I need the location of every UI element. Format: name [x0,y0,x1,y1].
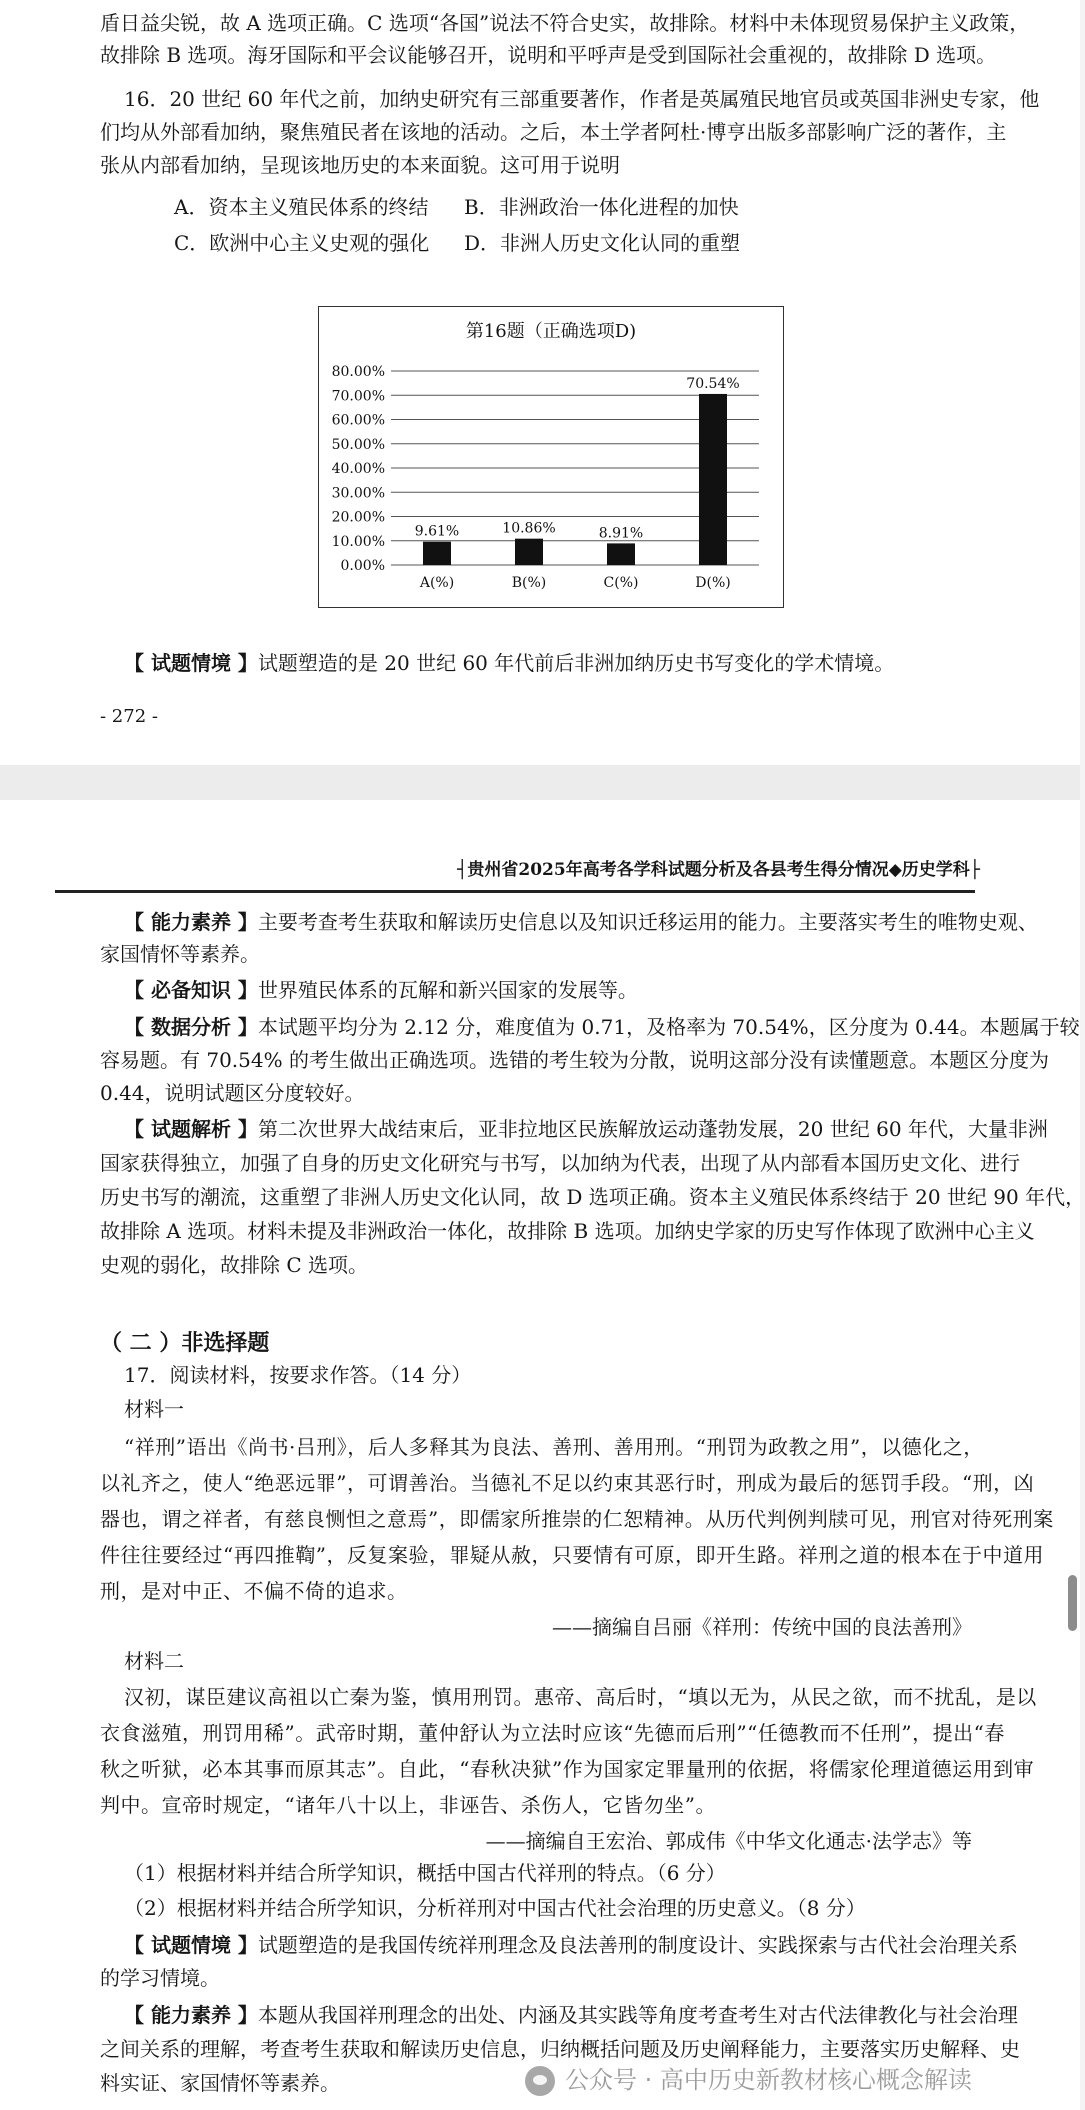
situation-2-text: 的学习情境。 [100,1966,220,1990]
option-b: B．非洲政治一体化进程的加快 [464,195,739,219]
analysis-text: 故排除 A 选项。材料未提及非洲政治一体化，故排除 B 选项。加纳史学家的历史写作体现了欧洲中心主义 [100,1219,1035,1243]
y-tick-label: 30.00% [331,485,385,502]
question-16-line: 们均从外部看加纳，聚焦殖民者在该地的活动。之后，本土学者阿杜·博亨出版多部影响广泛的著作，主 [100,120,1007,144]
y-tick-label: 20.00% [331,509,385,526]
data-label: 9.61% [414,523,460,540]
section-title: （ 二 ）非选择题 [100,1330,270,1356]
ability-2-text: 料实证、家国情怀等素养。 [100,2071,340,2095]
page-number: - 272 - [100,706,158,727]
data-label: 10.86% [502,520,556,537]
bar [699,394,727,565]
text-line: 故排除 B 选项。海牙国际和平会议能够召开，说明和平呼声是受到国际社会重视的，故排除 D 选项。 [100,43,997,67]
situation-2-label: 【 试题情境 】 [124,1933,258,1957]
question-16-line: 张从内部看加纳，呈现该地历史的本来面貌。这可用于说明 [100,153,620,177]
data-label: 8.91% [598,525,644,542]
material-2-line: 秋之听狱，必本其事而原其志”。自此，“春秋决狱”作为国家定罪量刑的依据，将儒家伦理道德运用到审 [100,1757,1035,1781]
bar [607,543,635,565]
situation-2-text: 试题塑造的是我国传统祥刑理念及良法善刑的制度设计、实践探索与古代社会治理关系 [257,1933,1018,1957]
material-1-line: 器也，谓之祥者，有慈良恻怛之意焉”，即儒家所推崇的仁恕精神。从历代判例判牍可见，刑官对待死刑案 [100,1507,1054,1531]
ability-text: 主要考查考生获取和解读历史信息以及知识迁移运用的能力。主要落实考生的唯物史观、 [257,910,1038,934]
y-tick-label: 40.00% [331,461,385,477]
chart-title: 第16题（正确选项D) [465,321,637,342]
situation-2-paragraph [124,1930,1018,1960]
watermark-text: 公众号 · 高中历史新教材核心概念解读 [565,2066,972,2094]
bar-chart-frame [318,306,784,608]
bar [423,542,451,565]
y-tick-label: 70.00% [331,388,385,405]
y-tick-label: 80.00% [331,364,385,380]
material-1-label: 材料一 [124,1397,184,1421]
option-c: C．欧洲中心主义史观的强化 [174,231,430,255]
ability-2-paragraph [124,2000,1018,2030]
analysis-text: 第二次世界大战结束后，亚非拉地区民族解放运动蓬勃发展，20 世纪 60 年代，大量非洲 [257,1117,1048,1141]
data-analysis-text: 本试题平均分为 2.12 分，难度值为 0.71，及格率为 70.54%，区分度为 0.44。本题属于较 [257,1015,1080,1039]
knowledge-label: 【 必备知识 】 [124,978,258,1002]
analysis-text: 国家获得独立，加强了自身的历史文化研究与书写，以加纳为代表，出现了从内部看本国历史文化、进行 [100,1151,1020,1175]
knowledge-text: 世界殖民体系的瓦解和新兴国家的发展等。 [257,978,638,1002]
material-1-line: 刑，是对中正、不偏不倚的追求。 [100,1579,408,1603]
question-16-line: 16．20 世纪 60 年代之前，加纳史研究有三部重要著作，作者是英属殖民地官员或英国非洲史专家，他 [124,87,1040,111]
data-analysis-text: 容易题。有 70.54% 的考生做出正确选项。选错的考生较为分散，说明这部分没有读懂题意。本题区分度为 [100,1048,1049,1072]
material-1-source: ——摘编自吕丽《祥刑：传统中国的良法善刑》 [552,1615,972,1639]
ability-text: 家国情怀等素养。 [100,942,260,966]
running-head: ┤贵州省2025年高考各学科试题分析及各县考生得分情况◆历史学科├ [457,860,980,880]
material-1-line: 件往往要经过“再四推鞫”，反复案验，罪疑从赦，只要情有可原，即开生路。祥刑之道的根本在于中道用 [100,1543,1044,1567]
situation-paragraph [124,648,1004,678]
scrollbar-thumb[interactable] [1068,1575,1077,1631]
y-tick-label: 60.00% [331,412,385,429]
material-2-source: ——摘编自王宏治、郭成伟《中华文化通志·法学志》等 [485,1829,972,1853]
ability-2-label: 【 能力素养 】 [124,2003,258,2027]
ability-paragraph [124,907,1038,937]
bar [515,539,543,565]
material-1-line: 以礼齐之，使人“绝恶远罪”，可谓善治。当德礼不足以约束其恶行时，刑成为最后的惩罚手段。“刑，凶 [100,1471,1035,1495]
material-1-line: “祥刑”语出《尚书·吕刑》，后人多释其为良法、善刑、善用刑。“刑罚为政教之用”，以德化之， [124,1435,984,1459]
y-tick-label: 0.00% [340,558,385,574]
x-tick-label: C(%) [603,575,639,591]
material-2-label: 材料二 [124,1649,184,1673]
data-analysis-paragraph [124,1012,1080,1042]
page-gap [0,765,1080,800]
question-17-2: （2）根据材料并结合所学知识，分析祥刑对中国古代社会治理的历史意义。（8 分） [124,1896,866,1920]
analysis-text: 史观的弱化，故排除 C 选项。 [100,1253,369,1277]
watermark [525,2060,1065,2100]
x-tick-label: B(%) [511,575,547,591]
data-analysis-label: 【 数据分析 】 [124,1015,258,1039]
question-17-1: （1）根据材料并结合所学知识，概括中国古代祥刑的特点。（6 分） [124,1861,726,1885]
x-tick-label: D(%) [695,575,731,591]
header-rule [55,890,975,893]
data-label: 70.54% [686,375,740,392]
analysis-paragraph [124,1114,1048,1144]
bar-chart [319,307,783,607]
wechat-icon [525,2066,555,2096]
y-tick-label: 10.00% [331,533,385,550]
question-17: 17．阅读材料，按要求作答。（14 分） [124,1363,472,1387]
ability-2-text: 本题从我国祥刑理念的出处、内涵及其实践等角度考查考生对古代法律教化与社会治理 [257,2003,1018,2027]
ability-label: 【 能力素养 】 [124,910,258,934]
situation-text: 试题塑造的是 20 世纪 60 年代前后非洲加纳历史书写变化的学术情境。 [257,651,895,675]
option-d: D．非洲人历史文化认同的重塑 [464,231,741,255]
knowledge-paragraph [124,975,1004,1005]
text-line: 盾日益尖锐，故 A 选项正确。C 选项“各国”说法不符合史实，故排除。材料中未体现贸易保护主义政策， [100,11,1030,35]
data-analysis-text: 0.44，说明试题区分度较好。 [100,1081,365,1105]
analysis-text: 历史书写的潮流，这重塑了非洲人历史文化认同，故 D 选项正确。资本主义殖民体系终结于 20 世纪 90 年代， [100,1185,1085,1209]
situation-label: 【 试题情境 】 [124,651,258,675]
analysis-label: 【 试题解析 】 [124,1117,258,1141]
material-2-line: 衣食滋殖，刑罚用稀”。武帝时期，董仲舒认为立法时应该“先德而后刑”“任德教而不任刑”，提出“春 [100,1721,1005,1745]
x-tick-label: A(%) [419,575,455,591]
material-2-line: 判中。宣帝时规定，“诸年八十以上，非诬告、杀伤人，它皆勿坐”。 [100,1793,716,1817]
option-a: A．资本主义殖民体系的终结 [174,195,429,219]
material-2-line: 汉初，谋臣建议高祖以亡秦为鉴，慎用刑罚。惠帝、高后时，“填以无为，从民之欲，而不扰乱，是以 [124,1685,1037,1709]
y-tick-label: 50.00% [331,436,385,453]
ability-2-text: 之间关系的理解，考查考生获取和解读历史信息，归纳概括问题及历史阐释能力，主要落实历史解释、史 [100,2037,1020,2061]
page-272 [0,0,1080,765]
